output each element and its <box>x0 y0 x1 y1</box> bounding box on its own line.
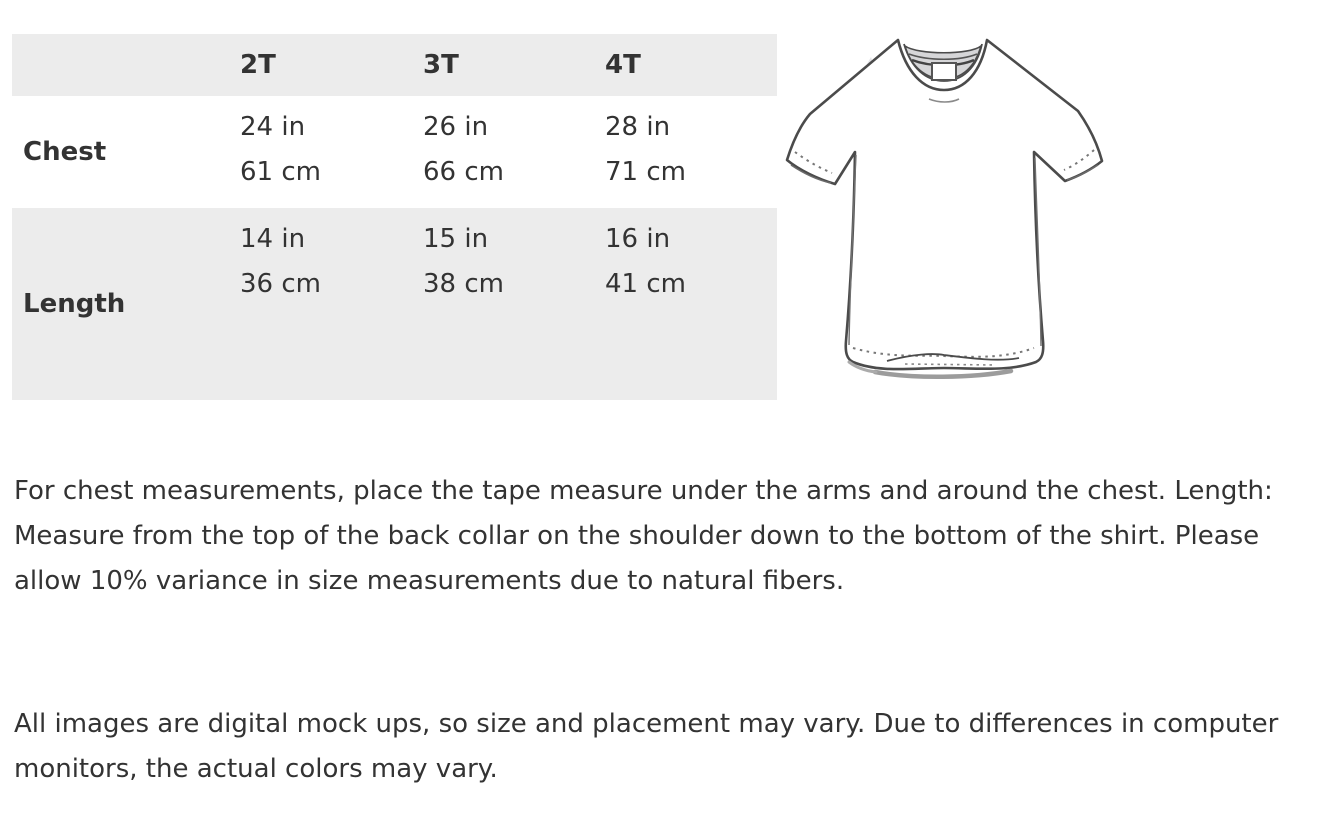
value-centimeters: 71 cm <box>605 157 686 187</box>
column-header-4t: 4T <box>594 34 777 96</box>
cell-length-2t <box>229 208 412 400</box>
measuring-instructions-text: For chest measurements, place the tape measure under the arms and around the chest. Length: Measure from the top of the back collar on the shoulder down to the bottom of the shirt. Please allow 10% variance in size measurements due to natural fibers. <box>14 476 1273 596</box>
cell-chest-2t <box>229 96 412 208</box>
collar-tag <box>932 63 956 80</box>
tshirt-illustration <box>783 10 1105 382</box>
size-chart-table <box>12 34 777 400</box>
value-centimeters: 66 cm <box>423 157 504 187</box>
cell-chest-3t <box>412 96 594 208</box>
value-inches: 16 in <box>605 224 671 254</box>
column-header-2t: 2T <box>229 34 412 96</box>
value-centimeters: 38 cm <box>423 269 504 299</box>
cell-length-4t <box>594 208 777 400</box>
hem-shadow <box>875 371 1011 377</box>
table-row-chest <box>12 96 777 208</box>
value-centimeters: 61 cm <box>240 157 321 187</box>
value-inches: 28 in <box>605 112 671 142</box>
cell-chest-4t <box>594 96 777 208</box>
disclaimer-text: All images are digital mock ups, so size and placement may vary. Due to differences in computer monitors, the actual colors may vary. <box>14 709 1279 784</box>
value-centimeters: 41 cm <box>605 269 686 299</box>
size-chart-corner-cell <box>12 34 229 96</box>
value-inches: 15 in <box>423 224 489 254</box>
column-header-3t: 3T <box>412 34 594 96</box>
value-inches: 24 in <box>240 112 306 142</box>
tshirt-body <box>787 40 1102 369</box>
row-label-length: Length <box>12 208 229 400</box>
cell-length-3t <box>412 208 594 400</box>
value-inches: 26 in <box>423 112 489 142</box>
size-chart-header-row <box>12 34 777 96</box>
table-row-length <box>12 208 777 400</box>
row-label-chest: Chest <box>12 96 229 208</box>
value-inches: 14 in <box>240 224 306 254</box>
value-centimeters: 36 cm <box>240 269 321 299</box>
